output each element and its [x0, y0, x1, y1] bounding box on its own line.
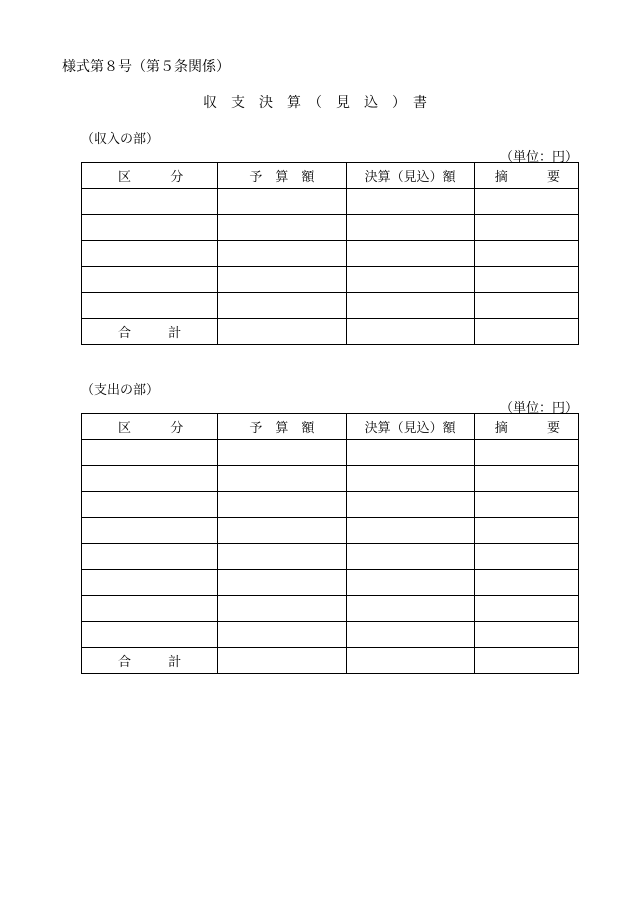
header-category [82, 414, 218, 440]
table-row [82, 293, 579, 319]
header-settlement: 決算（見込）額 [346, 414, 474, 440]
summary-cell[interactable] [474, 492, 578, 518]
header-summary-a: 摘 [494, 170, 508, 185]
total-label-cell [82, 648, 218, 674]
total-label-b: 計 [168, 326, 182, 341]
table-row [82, 544, 579, 570]
summary-cell[interactable] [474, 440, 578, 466]
total-label-a: 合 [118, 655, 132, 670]
budget-cell[interactable] [218, 215, 346, 241]
table-row [82, 570, 579, 596]
summary-cell[interactable] [474, 215, 578, 241]
settlement-cell[interactable] [346, 293, 474, 319]
total-row [82, 319, 579, 345]
settlement-cell[interactable] [346, 518, 474, 544]
header-budget: 予 算 額 [218, 163, 346, 189]
table-row [82, 518, 579, 544]
header-category-a: 区 [118, 421, 132, 436]
header-category-b: 分 [170, 170, 184, 185]
expense-section-label: （支出の部） [81, 383, 160, 398]
income-section-label: （収入の部） [81, 132, 160, 147]
budget-cell[interactable] [218, 518, 346, 544]
total-budget-cell[interactable] [218, 319, 346, 345]
table-row [82, 215, 579, 241]
income-table [81, 162, 579, 345]
budget-cell[interactable] [218, 293, 346, 319]
settlement-cell[interactable] [346, 267, 474, 293]
budget-cell[interactable] [218, 596, 346, 622]
category-cell[interactable] [82, 293, 218, 319]
header-category-b: 分 [170, 421, 184, 436]
settlement-cell[interactable] [346, 189, 474, 215]
income-unit-label: （単位：円） [499, 150, 578, 165]
total-label-a: 合 [118, 326, 132, 341]
budget-cell[interactable] [218, 267, 346, 293]
total-summary-cell[interactable] [474, 648, 578, 674]
category-cell[interactable] [82, 440, 218, 466]
table-row [82, 440, 579, 466]
category-cell[interactable] [82, 596, 218, 622]
category-cell[interactable] [82, 189, 218, 215]
header-summary-b: 要 [546, 170, 560, 185]
total-label-cell [82, 319, 218, 345]
total-label-b: 計 [168, 655, 182, 670]
summary-cell[interactable] [474, 241, 578, 267]
settlement-cell[interactable] [346, 596, 474, 622]
total-settlement-cell[interactable] [346, 648, 474, 674]
category-cell[interactable] [82, 241, 218, 267]
summary-cell[interactable] [474, 544, 578, 570]
settlement-cell[interactable] [346, 492, 474, 518]
header-category [82, 163, 218, 189]
category-cell[interactable] [82, 466, 218, 492]
table-row [82, 241, 579, 267]
table-header-row [82, 414, 579, 440]
category-cell[interactable] [82, 215, 218, 241]
summary-cell[interactable] [474, 189, 578, 215]
total-budget-cell[interactable] [218, 648, 346, 674]
budget-cell[interactable] [218, 440, 346, 466]
category-cell[interactable] [82, 544, 218, 570]
summary-cell[interactable] [474, 293, 578, 319]
category-cell[interactable] [82, 570, 218, 596]
document-title: 収 支 決 算 （ 見 込 ） 書 [203, 95, 427, 111]
settlement-cell[interactable] [346, 466, 474, 492]
table-header-row [82, 163, 579, 189]
summary-cell[interactable] [474, 466, 578, 492]
budget-cell[interactable] [218, 570, 346, 596]
category-cell[interactable] [82, 622, 218, 648]
settlement-cell[interactable] [346, 544, 474, 570]
budget-cell[interactable] [218, 622, 346, 648]
expense-table [81, 413, 579, 674]
expense-unit-label: （単位：円） [499, 401, 578, 416]
category-cell[interactable] [82, 492, 218, 518]
budget-cell[interactable] [218, 466, 346, 492]
summary-cell[interactable] [474, 570, 578, 596]
table-row [82, 622, 579, 648]
header-summary-a: 摘 [494, 421, 508, 436]
settlement-cell[interactable] [346, 622, 474, 648]
total-summary-cell[interactable] [474, 319, 578, 345]
summary-cell[interactable] [474, 596, 578, 622]
summary-cell[interactable] [474, 622, 578, 648]
table-row [82, 466, 579, 492]
summary-cell[interactable] [474, 267, 578, 293]
settlement-cell[interactable] [346, 570, 474, 596]
header-summary-b: 要 [546, 421, 560, 436]
table-row [82, 189, 579, 215]
table-row [82, 492, 579, 518]
form-number: 様式第８号（第５条関係） [62, 59, 230, 75]
budget-cell[interactable] [218, 189, 346, 215]
budget-cell[interactable] [218, 492, 346, 518]
total-row [82, 648, 579, 674]
budget-cell[interactable] [218, 241, 346, 267]
summary-cell[interactable] [474, 518, 578, 544]
header-summary [474, 163, 578, 189]
total-settlement-cell[interactable] [346, 319, 474, 345]
header-summary [474, 414, 578, 440]
header-budget: 予 算 額 [218, 414, 346, 440]
settlement-cell[interactable] [346, 440, 474, 466]
table-row [82, 267, 579, 293]
header-settlement: 決算（見込）額 [346, 163, 474, 189]
category-cell[interactable] [82, 518, 218, 544]
header-category-a: 区 [118, 170, 132, 185]
category-cell[interactable] [82, 267, 218, 293]
budget-cell[interactable] [218, 544, 346, 570]
settlement-cell[interactable] [346, 215, 474, 241]
settlement-cell[interactable] [346, 241, 474, 267]
table-row [82, 596, 579, 622]
